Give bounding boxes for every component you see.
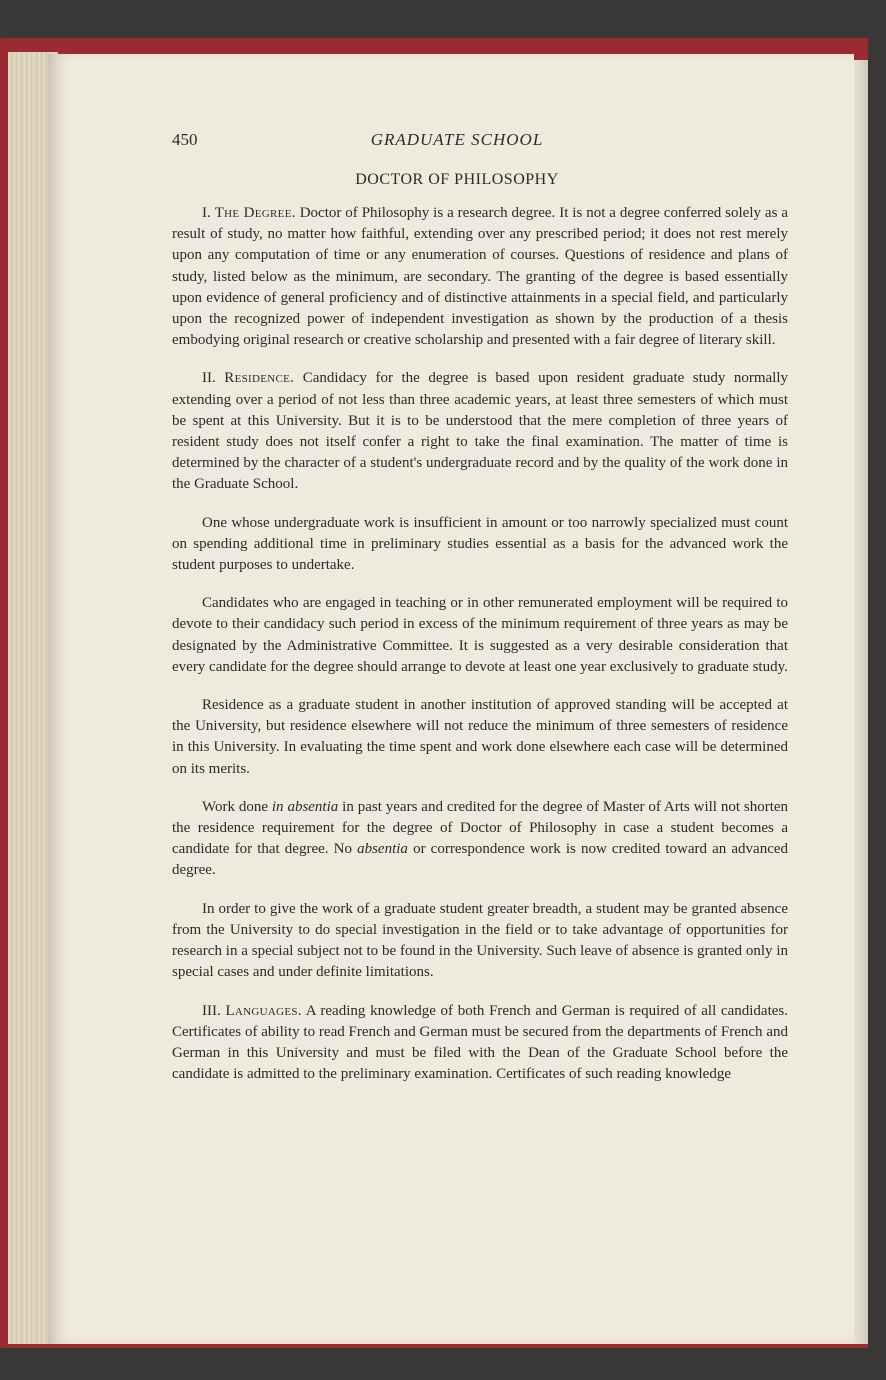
paragraph-absentia: [172, 797, 788, 882]
section-heading: The Degree.: [214, 205, 296, 221]
paragraph-degree: [172, 203, 788, 351]
body-text: [172, 203, 788, 1085]
paragraph-text: or correspondence work is now credited toward an advanced degree.: [172, 841, 789, 879]
paragraph-residence: [172, 368, 788, 495]
paragraph-text: in past years and credited for the degree of Master of Arts will not shorten the residence requirement for the degree of Doctor of Philosophy in case a student becomes a candidate for that degree. No: [172, 798, 789, 858]
section-title: DOCTOR OF PHILOSOPHY: [355, 171, 559, 188]
page-number: 450: [172, 130, 198, 149]
italic-term: in absentia: [271, 798, 339, 815]
paragraph-text: Work done: [202, 798, 268, 815]
running-title: GRADUATE SCHOOL: [370, 130, 544, 149]
paragraph-text: Candidacy for the degree is based upon resident graduate study normally extending over a period of not less than three academic years, at least three semesters of which must be spent at this University. But it is to be understood that the mere completion of three years of resident study does not itself confer a right to take the final examination. The matter of time is determined by the character of a student's undergraduate record and by the quality of the work done in the Graduate School.: [172, 370, 789, 493]
paragraph-text: A reading knowledge of both French and German is required of all candidates. Certificates of ability to read French and German must be secured from the departments of French and German in this University and must be filed with the Dean of the Graduate School before the candidate is admitted to the preliminary examination. Certificates of such reading knowledge: [172, 1002, 788, 1083]
section-numeral: II.: [202, 370, 216, 387]
section-heading: Languages.: [225, 1002, 302, 1019]
section-heading: Residence.: [224, 370, 295, 387]
paragraph-text: Doctor of Philosophy is a research degree. It is not a degree conferred solely as a result of study, no matter how faithful, extending over any prescribed period; it does not rest merely upon any computation of time or any enumeration of courses. Questions of residence and plans of study, listed below as the minimum, are secondary. The granting of the degree is based essentially upon evidence of general proficiency and of distinctive attainments in a special field, and particularly upon the recognized power of independent investigation as shown by the production of a thesis embodying original research or creative scholarship and presented with a fair degree of literary skill.: [172, 205, 789, 349]
paragraph-employment: Candidates who are engaged in teaching or in other remunerated employment will be required to devote to their candidacy such period in excess of the minimum requirement of three years as may be designated by the Administrative Committee. It is suggested as a very desirable consideration that every candidate for the degree should arrange to devote at least one year exclusively to graduate study.: [172, 595, 788, 675]
running-head: [124, 130, 790, 154]
section-numeral: III.: [202, 1002, 221, 1019]
paragraph-undergraduate: One whose undergraduate work is insufficient in amount or too narrowly specialized must count on spending additional time in preliminary studies essential as a basis for the advanced work the student purposes to undertake.: [172, 514, 788, 574]
next-page-edge: [854, 60, 868, 1344]
section-numeral: I.: [202, 205, 211, 221]
italic-term: absentia: [357, 841, 408, 858]
paragraph-other-institution: Residence as a graduate student in another institution of approved standing will be accepted at the University, but residence elsewhere will not reduce the minimum of three semesters of residence in this University. In evaluating the time spent and work done elsewhere each case will be determined on its merits.: [172, 697, 788, 777]
paragraph-leave-of-absence: In order to give the work of a graduate student greater breadth, a student may be granted absence from the University to do special investigation in the field or to take advantage of opportunities for research in a special subject not to be found in the University. Such leave of absence is granted only in special cases and under definite limitations.: [172, 900, 788, 981]
paragraph-languages: [172, 1001, 788, 1086]
page-content: [124, 130, 790, 1102]
